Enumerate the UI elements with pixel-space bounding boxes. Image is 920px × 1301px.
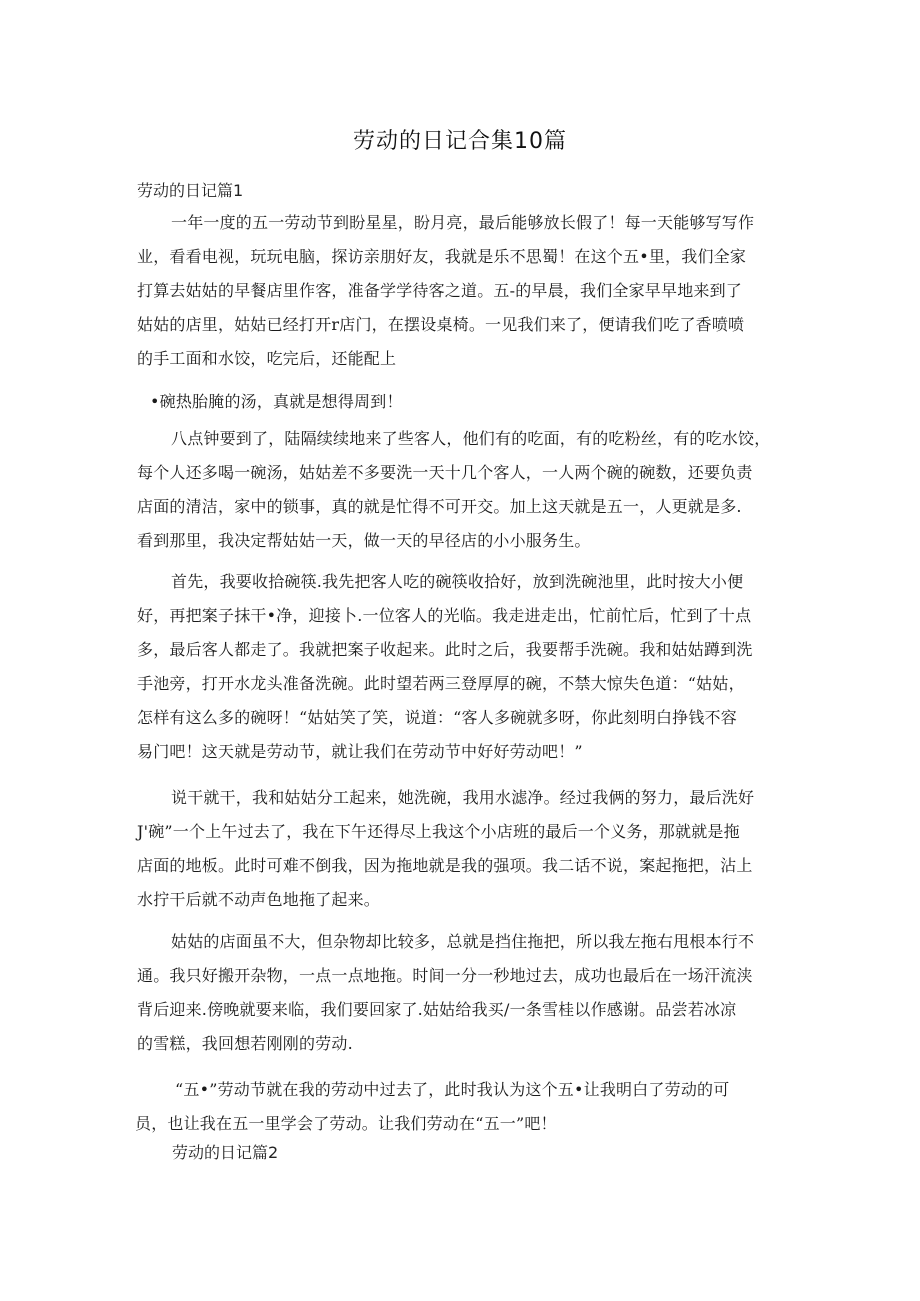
paragraph-line: 姑姑的店里，姑姑已经打开r店门，在摆设桌椅。一见我们来了，便请我们吃了香喷喷 xyxy=(137,315,745,334)
paragraph-6 xyxy=(137,925,777,1061)
paragraph-line: “五•”劳动节就在我的劳动中过去了，此时我认为这个五•让我明白了劳动的可 xyxy=(175,1080,730,1099)
paragraph-line: 店面的地板。此时可难不倒我，因为拖地就是我的强项。我二话不说，案起拖把，沾上 xyxy=(137,856,753,875)
paragraph-line: 易门吧！这天就是劳动节，就让我们在劳动节中好好劳动吧！” xyxy=(137,742,583,761)
paragraph-line: 业，看看电视，玩玩电脑，探访亲朋好友，我就是乐不思蜀！在这个五•里，我们全家 xyxy=(137,247,747,266)
paragraph-1 xyxy=(137,206,777,376)
paragraph-line: 每个人还多喝一碗汤，姑姑差不多要洗一天十几个客人，一人两个碗的碗数，还要负责 xyxy=(137,463,753,482)
paragraph-line: 员，也让我在五一里学会了劳动。让我们劳动在“五一”吧！ xyxy=(135,1114,557,1133)
paragraph-3 xyxy=(137,422,777,558)
paragraph-line: •碗热胎腌的汤，真就是想得周到！ xyxy=(150,392,403,411)
paragraph-5 xyxy=(137,781,777,917)
paragraph-line: J'碗”一个上午过去了，我在下午还得尽上我这个小店班的最后一个义务，那就就是拖 xyxy=(137,822,740,841)
paragraph-line: 说干就干，我和姑姑分工起来，她洗碗，我用水滤净。经过我俩的努力，最后洗好 xyxy=(171,788,755,807)
paragraph-line: 好，再把案子抹干•净，迎接卜.一位客人的光临。我走进走出，忙前忙后，忙到了十点 xyxy=(137,606,752,625)
paragraph-line: 八点钟要到了，陆隔续续地来了些客人，他们有的吃面，有的吃粉丝，有的吃水饺， xyxy=(171,429,771,448)
paragraph-line: 店面的清洁，家中的锁事，真的就是忙得不可开交。加上这天就是五一，人更就是多. xyxy=(137,497,742,516)
paragraph-line: 看到那里，我决定帮姑姑一天，做一天的早径店的小小服务生。 xyxy=(137,531,591,550)
paragraph-line: 背后迎来.傍晚就要来临，我们要回家了.姑姑给我买/一条雪桂以作感谢。品尝若冰凉 xyxy=(137,1000,737,1019)
paragraph-line: 的雪糕，我回想若刚刚的劳动. xyxy=(137,1034,353,1053)
paragraph-line: 手池旁，打开水龙头准备洗碗。此时望若两三登厚厚的碗，不禁大惊失色道：“姑姑， xyxy=(137,674,745,693)
paragraph-2 xyxy=(150,385,790,419)
section-heading-1: 劳动的日记篇1 xyxy=(137,181,244,200)
document-title: 劳动的日记合集10篇 xyxy=(353,129,567,154)
paragraph-line: 怎样有这么多的碗呀！“姑姑笑了笑，说道：“客人多碗就多呀，你此刻明白挣钱不容 xyxy=(137,708,737,727)
paragraph-line: 首先，我要收拾碗筷.我先把客人吃的碗筷收拾好，放到洗碗池里，此时按大小便 xyxy=(171,572,744,591)
paragraph-line: 姑姑的店面虽不大，但杂物却比较多，总就是挡住拖把，所以我左拖右甩根本行不 xyxy=(171,932,755,951)
paragraph-4 xyxy=(137,565,777,769)
paragraph-line: 打算去姑姑的早餐店里作客，准备学学待客之道。五-的早晨，我们全家早早地来到了 xyxy=(137,281,743,300)
paragraph-line: 多，最后客人都走了。我就把案子收起来。此时之后，我要帮手洗碗。我和姑姑蹲到洗 xyxy=(137,640,753,659)
paragraph-line: 一年一度的五一劳动节到盼星星，盼月亮，最后能够放长假了！每一天能够写写作 xyxy=(171,213,755,232)
paragraph-line: 通。我只好搬开杂物，一点一点地拖。时间一分一秒地过去，成功也最后在一场汗流浃 xyxy=(137,966,753,985)
paragraph-line: 的手工面和水饺，吃完后，还能配上 xyxy=(137,349,397,368)
paragraph-7 xyxy=(135,1073,775,1141)
section-heading-2: 劳动的日记篇2 xyxy=(172,1143,279,1162)
paragraph-line: 水拧干后就不动声色地拖了起来。 xyxy=(137,890,381,909)
